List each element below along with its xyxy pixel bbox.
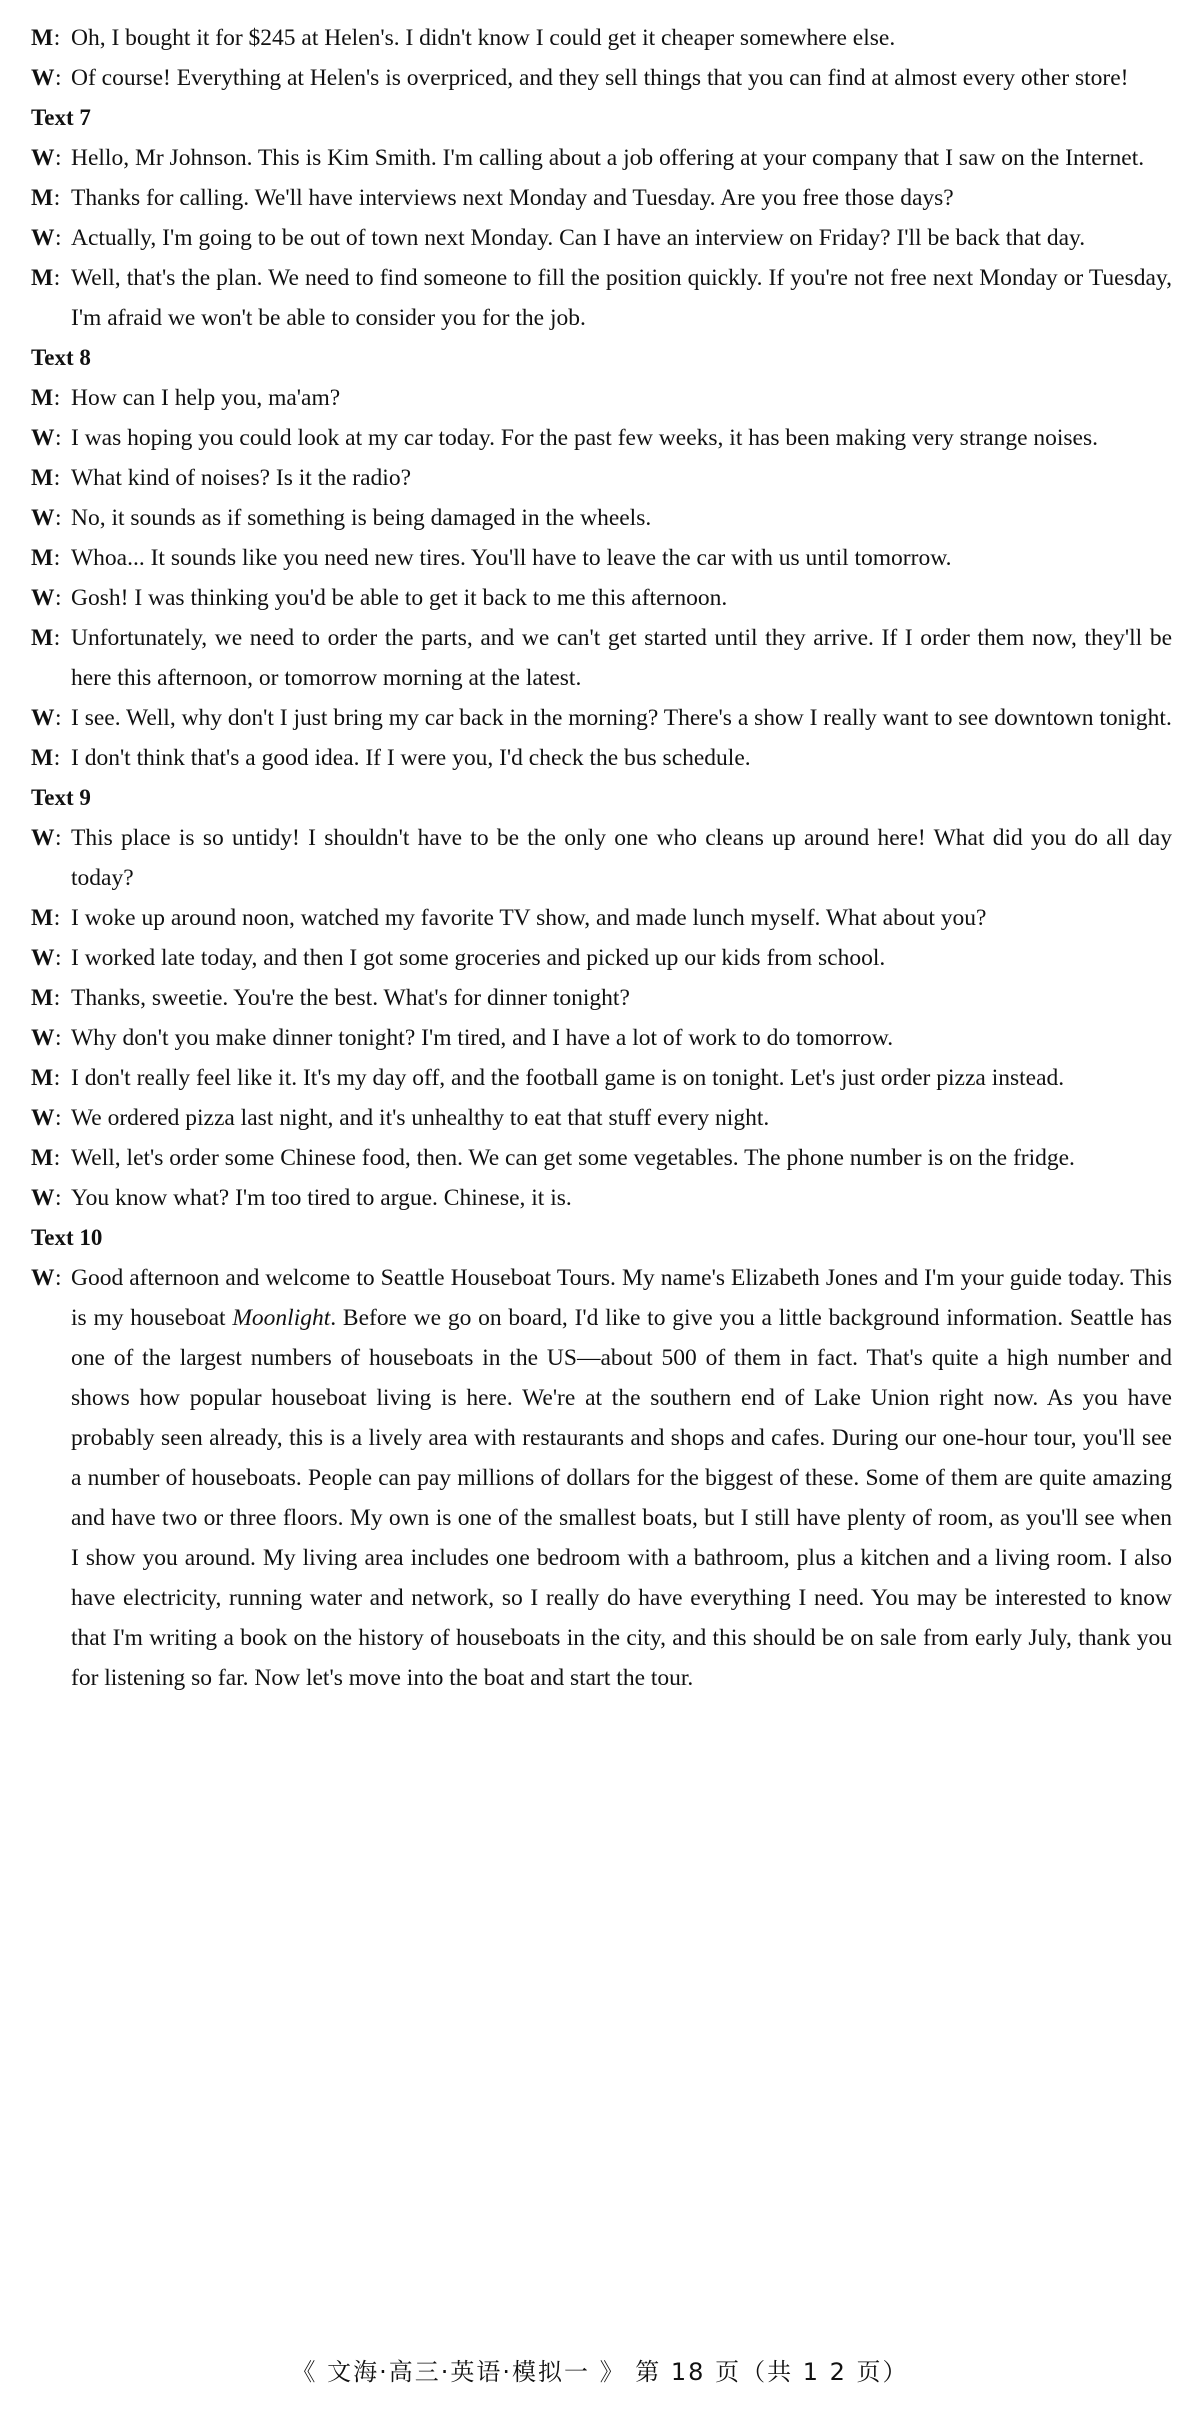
speaker-label: M : — [31, 1058, 61, 1098]
section-heading: Text 7 — [31, 105, 91, 130]
dialogue-line — [31, 938, 1172, 978]
dialogue-line — [31, 58, 1172, 98]
dialogue-line — [31, 458, 1172, 498]
dialogue-text: What kind of noises? Is it the radio? — [71, 465, 412, 491]
dialogue-line — [31, 138, 1172, 178]
speaker-label: W : — [31, 818, 62, 858]
speaker-label: W : — [31, 578, 62, 618]
speaker-label: W : — [31, 58, 62, 98]
dialogue-text: Oh, I bought it for $245 at Helen's. I didn't know I could get it cheaper somewhere else. — [71, 25, 896, 51]
dialogue-line — [31, 538, 1172, 578]
dialogue-text: Why don't you make dinner tonight? I'm tired, and I have a lot of work to do tomorrow. — [71, 1025, 894, 1051]
dialogue-line — [31, 178, 1172, 218]
boat-name: Moonlight — [232, 1305, 331, 1331]
section-heading: Text 8 — [31, 345, 91, 370]
dialogue-text: I woke up around noon, watched my favorite TV show, and made lunch myself. What about you? — [71, 905, 987, 931]
dialogue-text: Unfortunately, we need to order the parts, and we can't get started until they arrive. If I order them now, they'll be here this afternoon, or tomorrow morning at the latest. — [71, 625, 1172, 691]
dialogue-line — [31, 1018, 1172, 1058]
dialogue-line — [31, 418, 1172, 458]
section-heading: Text 10 — [31, 1225, 103, 1250]
dialogue-text: I see. Well, why don't I just bring my car back in the morning? There's a show I really want to see downtown tonight. — [71, 705, 1172, 731]
text-8-section — [31, 338, 1172, 778]
text-6-continuation — [31, 18, 1172, 98]
speaker-label: W : — [31, 938, 62, 978]
dialogue-text: Of course! Everything at Helen's is overpriced, and they sell things that you can find at almost every other store! — [71, 65, 1129, 91]
dialogue-text: Whoa... It sounds like you need new tires. You'll have to leave the car with us until tomorrow. — [71, 545, 952, 571]
dialogue-text: Well, let's order some Chinese food, then. We can get some vegetables. The phone number is on the fridge. — [71, 1145, 1075, 1171]
monologue-text-part: . Before we go on board, I'd like to give you a little background information. Seattle has one of the largest numbers of houseboats in the US—about 500 of them in fact. That's quite a high number and shows how popular houseboat living is here. We're at the southern end of Lake Union right now. As you have probably seen already, this is a lively area with restaurants and shops and cafes. During our one-hour tour, you'll see a number of houseboats. People can pay millions of dollars for the biggest of these. Some of them are quite amazing and have two or three floors. My own is one of the smallest boats, but I still have plenty of room, as you'll see when I show you around. My living area includes one bedroom with a bathroom, plus a kitchen and a living room. I also have electricity, running water and network, so I really do have everything I need. You may be interested to know that I'm writing a book on the history of houseboats in the city, and this should be on sale from early July, thank you for listening so far. Now let's move into the boat and start the tour. — [71, 1305, 1172, 1691]
dialogue-line — [31, 378, 1172, 418]
speaker-label: M : — [31, 738, 61, 778]
dialogue-line — [31, 258, 1172, 338]
speaker-label: W : — [31, 418, 62, 458]
dialogue-text: We ordered pizza last night, and it's unhealthy to eat that stuff every night. — [71, 1105, 770, 1131]
speaker-label: W : — [31, 218, 62, 258]
speaker-label: M : — [31, 1138, 61, 1178]
dialogue-line — [31, 818, 1172, 898]
speaker-label: W : — [31, 1098, 62, 1138]
speaker-label: M : — [31, 898, 61, 938]
text-9-section — [31, 778, 1172, 1218]
dialogue-text: I don't really feel like it. It's my day off, and the football game is on tonight. Let's just order pizza instead. — [71, 1065, 1065, 1091]
speaker-label: M : — [31, 258, 61, 298]
dialogue-text: How can I help you, ma'am? — [71, 385, 341, 411]
speaker-label: M : — [31, 538, 61, 578]
dialogue-text: Actually, I'm going to be out of town next Monday. Can I have an interview on Friday? I'll be back that day. — [71, 225, 1086, 251]
dialogue-text: Gosh! I was thinking you'd be able to get it back to me this afternoon. — [71, 585, 728, 611]
speaker-label: W : — [31, 1258, 62, 1298]
speaker-label: M : — [31, 978, 61, 1018]
dialogue-line — [31, 698, 1172, 738]
dialogue-text: You know what? I'm too tired to argue. Chinese, it is. — [71, 1185, 572, 1211]
dialogue-text: I was hoping you could look at my car today. For the past few weeks, it has been making very strange noises. — [71, 425, 1099, 451]
dialogue-text: Thanks for calling. We'll have interviews next Monday and Tuesday. Are you free those days? — [71, 185, 954, 211]
dialogue-text: Thanks, sweetie. You're the best. What's for dinner tonight? — [71, 985, 630, 1011]
speaker-label: M : — [31, 618, 61, 658]
text-7-section — [31, 98, 1172, 338]
speaker-label: M : — [31, 18, 61, 58]
dialogue-line — [31, 978, 1172, 1018]
dialogue-text: I worked late today, and then I got some groceries and picked up our kids from school. — [71, 945, 886, 971]
speaker-label: W : — [31, 698, 62, 738]
dialogue-line — [31, 1138, 1172, 1178]
dialogue-line — [31, 1098, 1172, 1138]
dialogue-line — [31, 738, 1172, 778]
speaker-label: M : — [31, 178, 61, 218]
dialogue-line — [31, 1178, 1172, 1218]
monologue-text-part: Good afternoon and welcome to Seattle Houseboat Tours. My name's Elizabeth Jones and I'm your guide today. This is my houseboat — [71, 1265, 1172, 1331]
speaker-label: M : — [31, 378, 61, 418]
dialogue-line — [31, 498, 1172, 538]
speaker-label: W : — [31, 1018, 62, 1058]
dialogue-line — [31, 18, 1172, 58]
section-heading: Text 9 — [31, 785, 91, 810]
monologue-paragraph — [31, 1258, 1172, 1698]
dialogue-text: Hello, Mr Johnson. This is Kim Smith. I'm calling about a job offering at your company that I saw on the Internet. — [71, 145, 1145, 171]
dialogue-text: Well, that's the plan. We need to find someone to fill the position quickly. If you're not free next Monday or Tuesday, I'm afraid we won't be able to consider you for the job. — [71, 265, 1172, 331]
transcript-page — [31, 18, 1172, 1698]
page-footer: 《 文海·高三·英语·模拟一 》 第 18 页（共 1 2 页） — [291, 2358, 909, 2386]
dialogue-text: I don't think that's a good idea. If I were you, I'd check the bus schedule. — [71, 745, 751, 771]
speaker-label: W : — [31, 138, 62, 178]
dialogue-line — [31, 898, 1172, 938]
speaker-label: W : — [31, 498, 62, 538]
dialogue-line — [31, 218, 1172, 258]
text-10-section — [31, 1218, 1172, 1698]
dialogue-line — [31, 1058, 1172, 1098]
speaker-label: W : — [31, 1178, 62, 1218]
dialogue-line — [31, 578, 1172, 618]
dialogue-line — [31, 618, 1172, 698]
dialogue-text: This place is so untidy! I shouldn't have to be the only one who cleans up around here! What did you do all day today? — [71, 825, 1172, 891]
dialogue-text: No, it sounds as if something is being damaged in the wheels. — [71, 505, 652, 531]
speaker-label: M : — [31, 458, 61, 498]
